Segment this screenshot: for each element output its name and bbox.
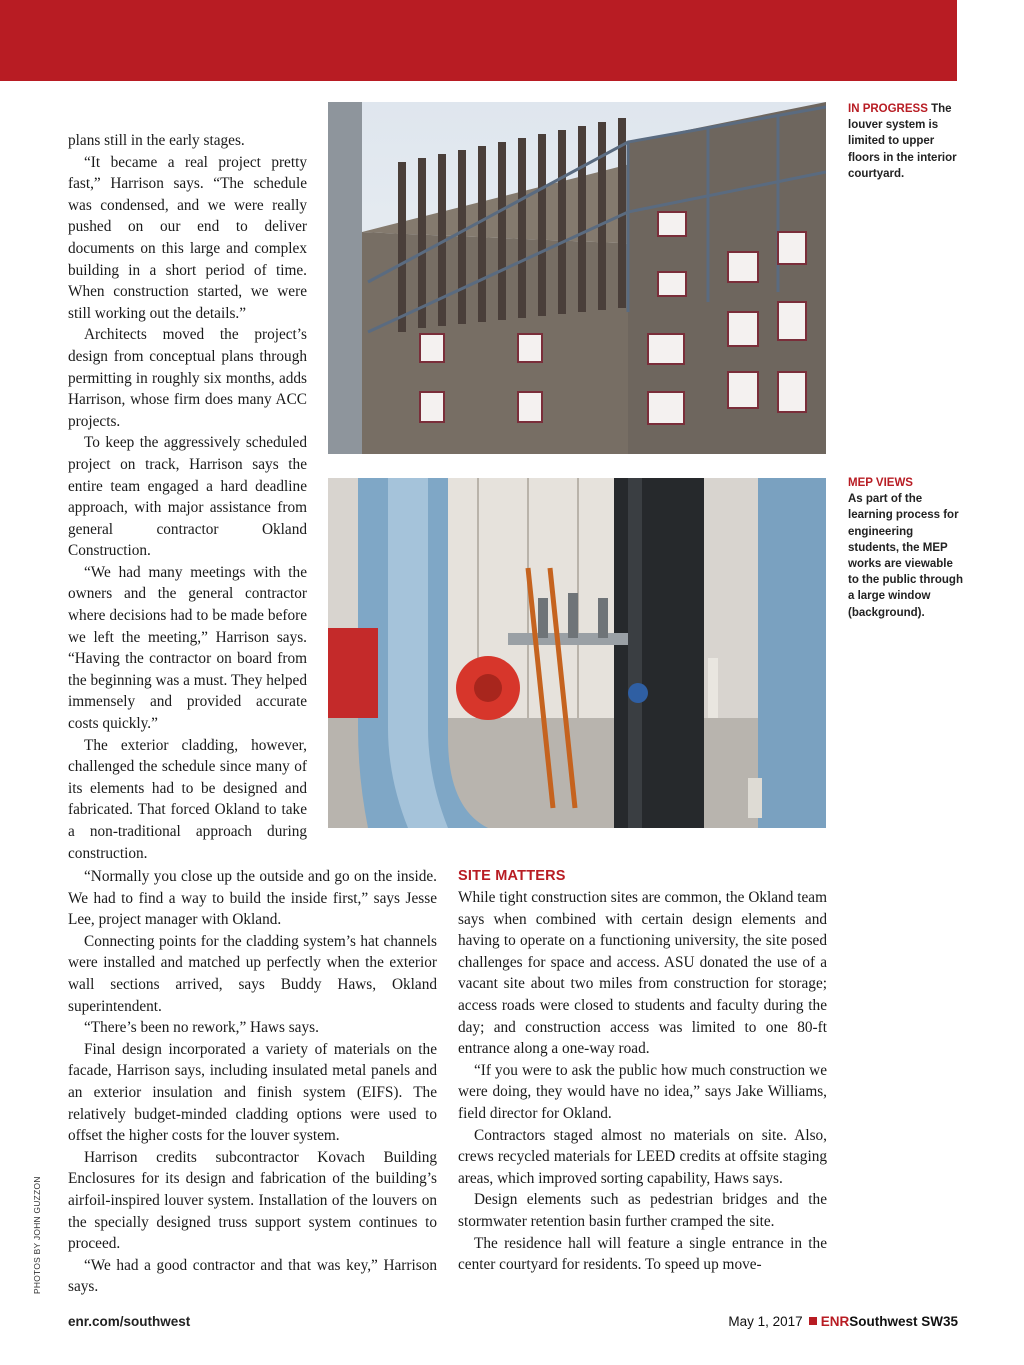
article-column-left-bottom [68,866,437,1298]
paragraph: plans still in the early stages. [68,132,245,149]
courtyard-louver-illustration [328,102,826,454]
paragraph: “We had many meetings with the owners and the general contractor where decisions had to be made before we left the meeting,” Harrison says. “Having the contractor on board from the beginning was a must. They helped immensely and provided accurate costs quickly.” [68,563,307,733]
paragraph: The exterior cladding, however, challenged the schedule since many of its elements had to be designed and fabricated. That forced Okland to take a non-traditional approach during construction. [68,736,307,862]
paragraph: Connecting points for the cladding system’s hat channels were installed and matched up perfectly when the exterior wall sections arrived, says Buddy Haws, Okland superintendent. [68,932,437,1015]
paragraph: “If you were to ask the public how much construction we were doing, they would have no idea,” says Jake Williams, field director for Okland. [458,1061,827,1122]
section-heading: SITE MATTERS [458,868,566,884]
article-column-right [458,866,827,1276]
photo-caption-in-progress [848,101,966,182]
paragraph: “There’s been no rework,” Haws says. [84,1019,319,1037]
paragraph: Architects moved the project’s design from conceptual plans through permitting in roughly six months, adds Harrison, whose firm does many ACC projects. [68,326,307,430]
courtyard-louver-photo [328,102,826,454]
footer-url: enr.com/southwest [68,1314,191,1329]
paragraph: Final design incorporated a variety of materials on the facade, Harrison says, including insulated metal panels and an exterior insulation and finish system (EIFS). The relatively budget-minded cladding options were used to offset the higher costs for the louver system. [68,1040,437,1145]
footer-page-number: SW35 [921,1314,958,1329]
paragraph: Contractors staged almost no materials on site. Also, crews recycled materials for LEED credits at offsite staging areas, which improved sorting capability, Haws says. [458,1126,827,1187]
caption-text: The louver system is limited to upper floors in the interior courtyard. [848,103,957,180]
square-bullet-icon [809,1317,817,1325]
photo-credit [32,1176,44,1294]
caption-head: MEP VIEWS [848,477,913,489]
mep-pipes-illustration [328,478,826,828]
paragraph: “Normally you close up the outside and go on the inside. We had to find a way to build the inside first,” says Jesse Lee, project manager with Okland. [68,868,437,929]
mep-pipes-photo [328,478,826,828]
paragraph: “We had a good contractor and that was key,” Harrison says. [68,1256,437,1296]
paragraph: While tight construction sites are common, the Okland team says when combined with certain design elements and having to operate on a functioning university, the site posed challenges for space and access. ASU donated the use of a vacant site about two miles from construction for storage; access roads were closed to students and faculty during the day; and construction access was limited to one 80-ft entrance along a one-way road. [458,889,827,1058]
caption-head: IN PROGRESS [848,103,928,115]
paragraph: Harrison credits subcontractor Kovach Building Enclosures for its design and fabrication of the building’s airfoil-inspired louver system. Installation of the louvers on the specially designed truss support system continues to proceed. [68,1148,437,1253]
paragraph: To keep the aggressively scheduled project on track, Harrison says the entire team engaged a hard deadline approach, with major assistance from general contractor Okland Construction. [68,434,307,560]
paragraph: Design elements such as pedestrian bridges and the stormwater retention basin further cramped the site. [458,1191,827,1230]
footer-date: May 1, 2017 [728,1314,803,1329]
footer-brand-suffix: Southwest [849,1314,918,1329]
footer-folio [728,1314,958,1329]
footer-brand: ENR [820,1314,850,1329]
photo-credit-text: PHOTOS BY JOHN GUZZON [32,1176,42,1294]
paragraph: The residence hall will feature a single entrance in the center courtyard for residents. To speed up move- [458,1234,827,1274]
paragraph: “It became a real project pretty fast,” Harrison says. “The schedule was condensed, and we were really pushed on our end to deliver documents on this large and complex building in a short period of time. When construction started, we were still working out the details.” [68,153,307,322]
caption-text: As part of the learning process for engineering students, the MEP works are viewable to the public through a large window (background). [848,493,963,619]
photo-caption-mep-views [848,475,966,621]
article-column-left-top [68,130,307,864]
header-color-bar [0,0,957,81]
